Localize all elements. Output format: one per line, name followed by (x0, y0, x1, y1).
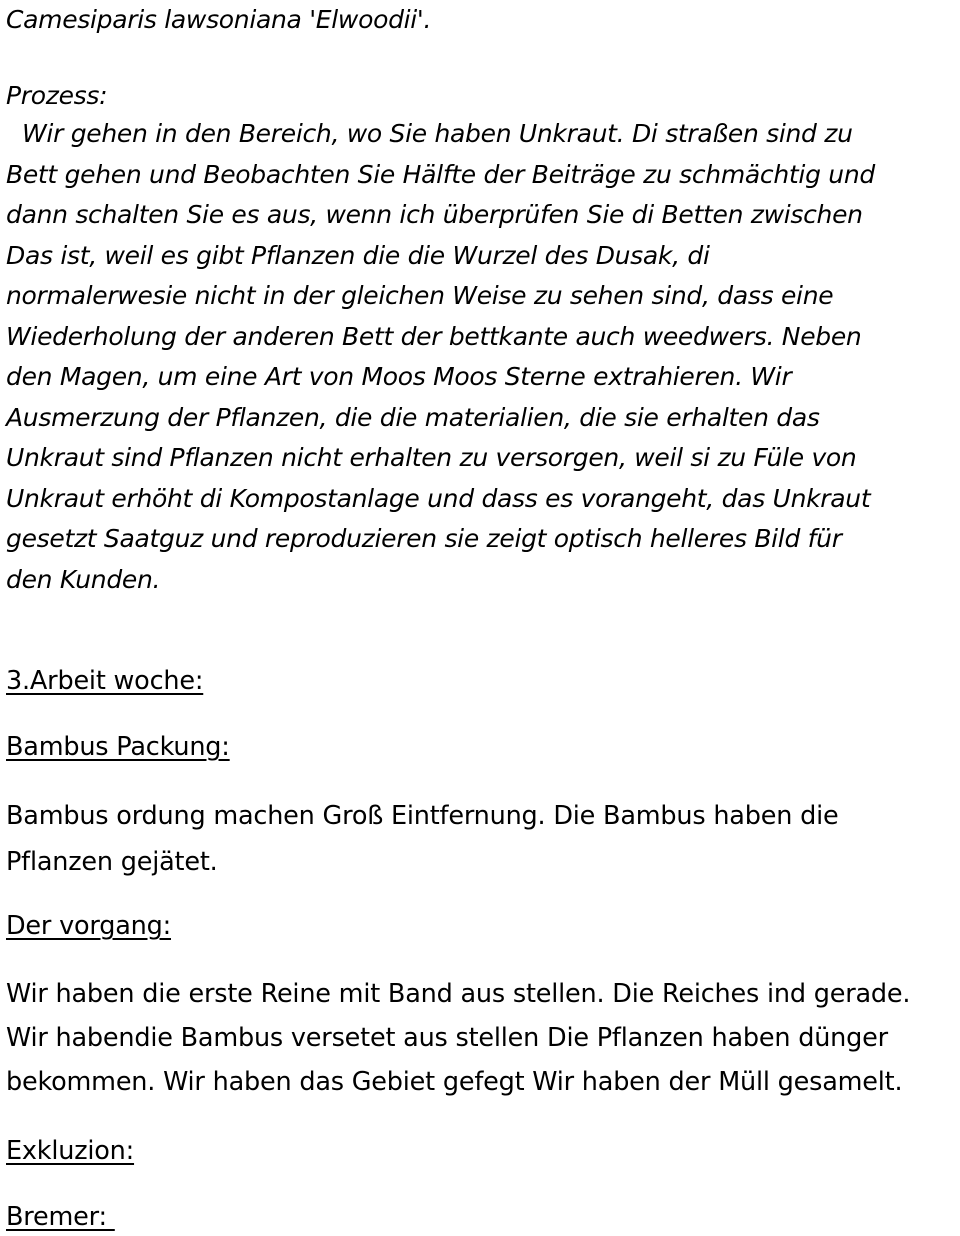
paragraph-line: Bambus ordung machen Groß Eintfernung. Die Bambus haben die (6, 801, 839, 831)
paragraph-line: den Kunden. (6, 564, 161, 594)
paragraph-line: den Magen, um eine Art von Moos Moos Sterne extrahieren. Wir (6, 362, 792, 391)
bambus-paragraph (6, 793, 838, 885)
process-heading (6, 76, 107, 117)
process-heading-text: Prozess: (6, 81, 108, 110)
bremer-section (6, 1198, 115, 1236)
paragraph-line: normalerwesie nicht in der gleichen Weise zu sehen sind, dass eine (6, 281, 834, 310)
week-heading: 3.Arbeit woche: (6, 666, 204, 696)
vorgang-section (6, 907, 171, 945)
paragraph-line: Bett gehen und Beobachten Sie Hälfte der Beiträge zu schmächtig und (6, 159, 875, 189)
title-text: Camesiparis lawsoniana 'Elwoodii'. (6, 5, 432, 34)
paragraph-line: Das ist, weil es gibt Pflanzen die die Wurzel des Dusak, di (6, 240, 710, 270)
vorgang-paragraph (6, 972, 910, 1104)
vorgang-heading: Der vorgang: (6, 911, 171, 941)
paragraph-line: Wir haben die erste Reine mit Band aus stellen. Die Reiches ind gerade. (6, 979, 911, 1009)
exkluzion-heading: Exkluzion: (6, 1136, 135, 1166)
document-title (6, 0, 431, 41)
paragraph-line: Unkraut sind Pflanzen nicht erhalten zu versorgen, weil si zu Füle von (6, 443, 857, 472)
paragraph-line: Wiederholung der anderen Bett der bettkante auch weedwers. Neben (6, 321, 862, 351)
process-paragraph (6, 114, 875, 600)
paragraph-line: Wir gehen in den Bereich, wo Sie haben Unkraut. Di straßen sind zu (22, 119, 853, 148)
exkluzion-section (6, 1132, 134, 1170)
paragraph-line: gesetzt Saatguz und reproduzieren sie zeigt optisch helleres Bild für (6, 524, 842, 553)
paragraph-line: Unkraut erhöht di Kompostanlage und dass es vorangeht, das Unkraut (6, 483, 871, 513)
paragraph-line: Wir habendie Bambus versetet aus stellen Die Pflanzen haben dünger (6, 1023, 888, 1053)
bambus-heading: Bambus Packung: (6, 732, 230, 762)
bremer-heading: Bremer: (6, 1202, 115, 1232)
paragraph-line: Ausmerzung der Pflanzen, die die materialien, die sie erhalten das (6, 402, 820, 432)
paragraph-line: bekommen. Wir haben das Gebiet gefegt Wir haben der Müll gesamelt. (6, 1067, 903, 1097)
bambus-section (6, 728, 230, 766)
paragraph-line: Pflanzen gejätet. (6, 847, 218, 877)
week-section (6, 662, 203, 700)
paragraph-line: dann schalten Sie es aus, wenn ich überprüfen Sie di Betten zwischen (6, 200, 863, 229)
